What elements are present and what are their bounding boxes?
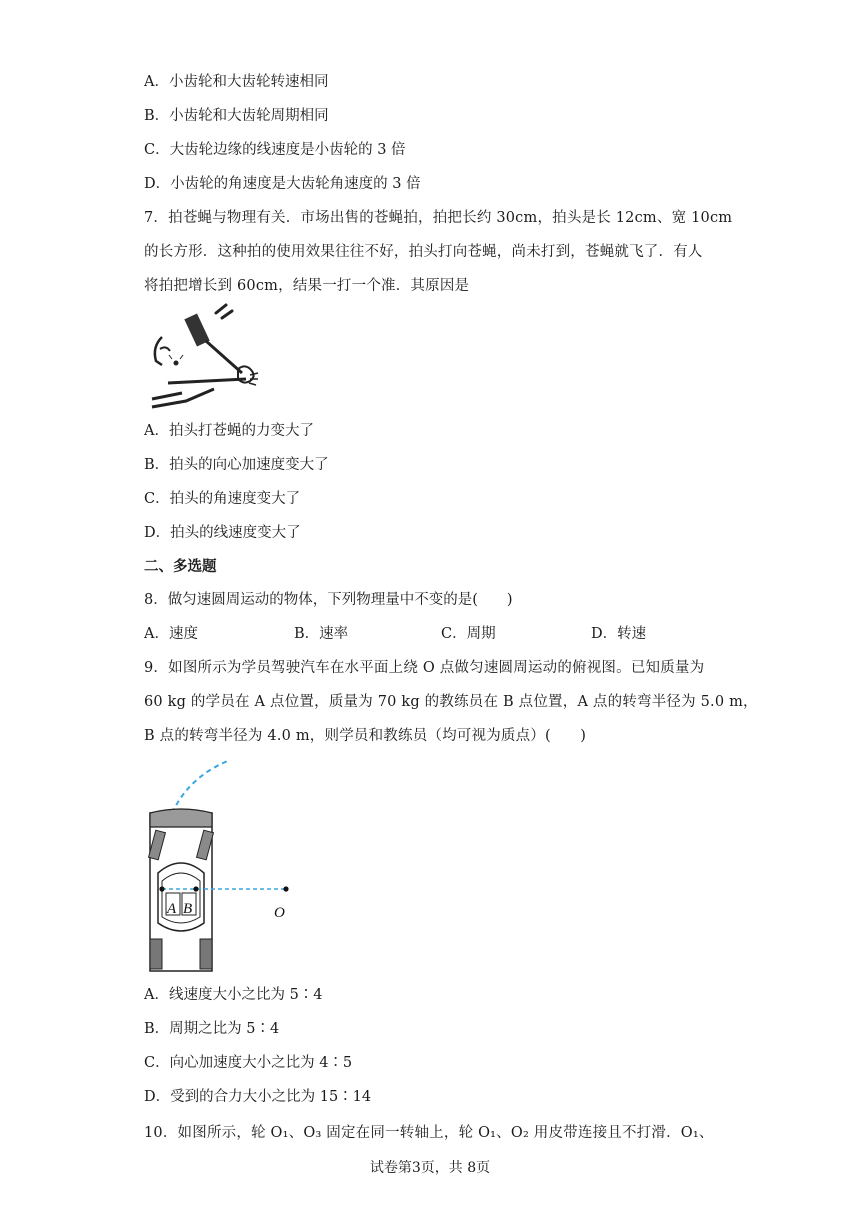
- q8-stem: 8．做匀速圆周运动的物体，下列物理量中不变的是( ): [144, 592, 513, 608]
- q9-stem-line-3: B 点的转弯半径为 4.0 m，则学员和教练员（均可视为质点）( ): [144, 728, 587, 744]
- q7-stem-line-3: 将拍把增长到 60cm，结果一打一个准．其原因是: [144, 278, 470, 294]
- q6-option-d: D．小齿轮的角速度是大齿轮角速度的 3 倍: [144, 176, 421, 192]
- q8-option-c: C．周期: [441, 626, 496, 642]
- q7-option-d: D．拍头的线速度变大了: [144, 525, 301, 541]
- q6-option-a: A．小齿轮和大齿轮转速相同: [144, 74, 329, 90]
- point-a-label: A: [167, 901, 177, 917]
- q9-option-c: C．向心加速度大小之比为 4∶5: [144, 1055, 353, 1071]
- point-o-label: O: [274, 905, 285, 921]
- point-b-label: B: [183, 901, 193, 917]
- q7-stem-line-2: 的长方形．这种拍的使用效果往往不好，拍头打向苍蝇，尚未打到，苍蝇就飞了．有人: [144, 244, 703, 260]
- car-top-view-figure: [140, 755, 310, 975]
- flyswatter-figure: [146, 303, 272, 415]
- q9-option-b: B．周期之比为 5∶4: [144, 1021, 280, 1037]
- q8-option-b: B．速率: [294, 626, 349, 642]
- q6-option-b: B．小齿轮和大齿轮周期相同: [144, 108, 329, 124]
- section-heading: 二、多选题: [144, 558, 217, 575]
- q7-option-c: C．拍头的角速度变大了: [144, 491, 301, 507]
- q9-stem-line-1: 9．如图所示为学员驾驶汽车在水平面上绕 O 点做匀速圆周运动的俯视图。已知质量为: [144, 660, 705, 676]
- q8-option-a: A．速度: [144, 626, 198, 642]
- q8-option-d: D．转速: [591, 626, 647, 642]
- q6-option-c: C．大齿轮边缘的线速度是小齿轮的 3 倍: [144, 142, 406, 158]
- q7-option-a: A．拍头打苍蝇的力变大了: [144, 423, 314, 439]
- q9-option-d: D．受到的合力大小之比为 15∶14: [144, 1089, 372, 1105]
- q9-option-a: A．线速度大小之比为 5∶4: [144, 987, 323, 1003]
- q7-stem-line-1: 7．拍苍蝇与物理有关．市场出售的苍蝇拍，拍把长约 30cm，拍头是长 12cm、宽 10cm: [144, 210, 733, 226]
- q10-stem-line-1: 10．如图所示，轮 O₁、O₃ 固定在同一转轴上，轮 O₁、O₂ 用皮带连接且不打滑．O₁、: [144, 1125, 714, 1141]
- page-footer: 试卷第3页，共 8页: [369, 1160, 491, 1176]
- q7-option-b: B．拍头的向心加速度变大了: [144, 457, 329, 473]
- q9-stem-line-2: 60 kg 的学员在 A 点位置，质量为 70 kg 的教练员在 B 点位置，A 点的转弯半径为 5.0 m，: [144, 694, 758, 710]
